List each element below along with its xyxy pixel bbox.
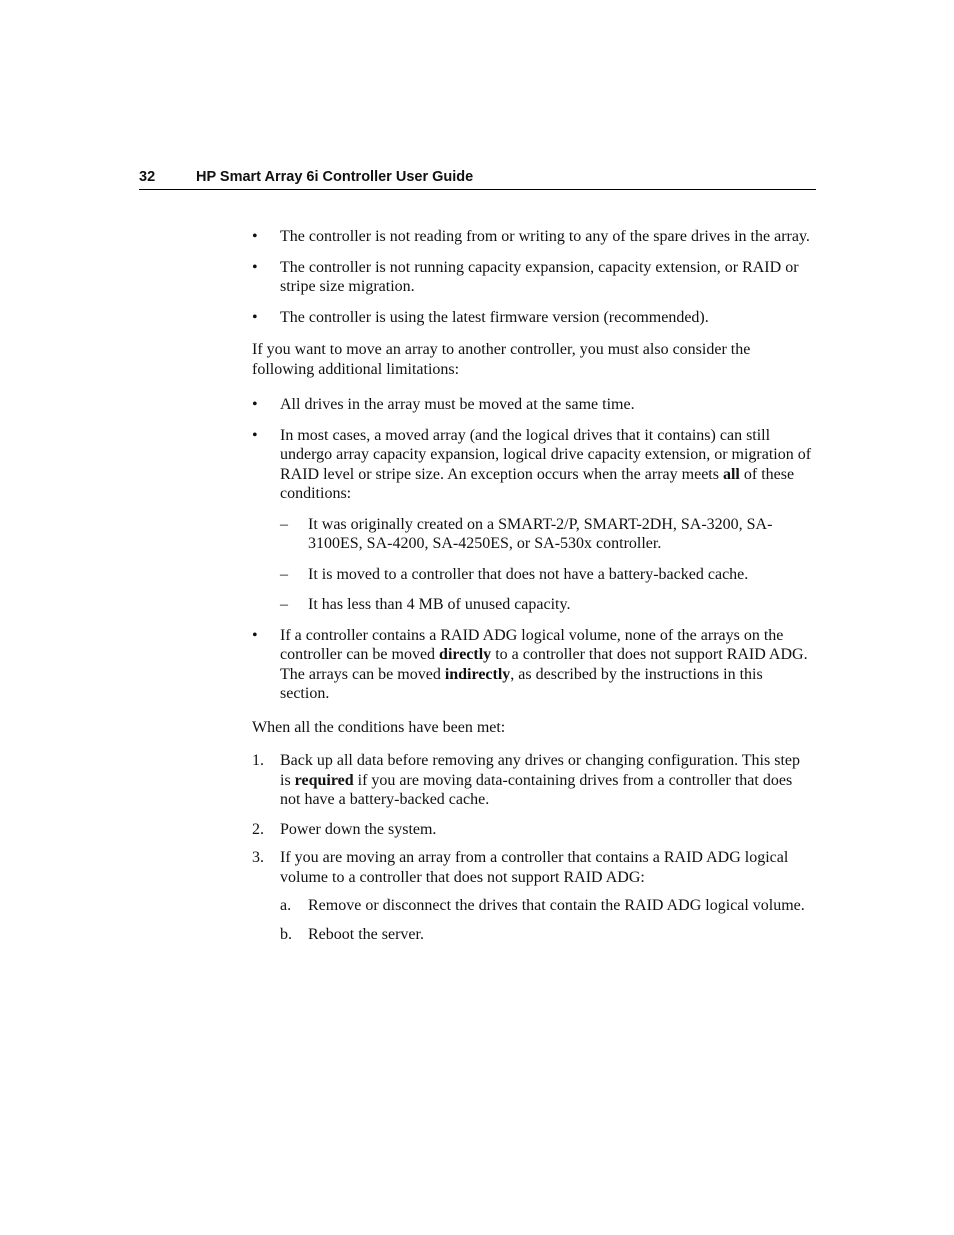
list-item-text: All drives in the array must be moved at the same time.	[280, 396, 635, 413]
dash-marker: –	[280, 515, 288, 533]
document-title: HP Smart Array 6i Controller User Guide	[196, 169, 474, 185]
sub-step-marker: a.	[280, 897, 292, 914]
dash-marker: –	[280, 596, 288, 613]
sub-list-item-text: It is moved to a controller that does not have a battery-backed cache.	[308, 565, 749, 583]
bullet-marker: •	[252, 426, 258, 444]
page-number: 32	[139, 169, 156, 185]
list-item-text: The controller is using the latest firmware version (recommended).	[280, 308, 709, 326]
sub-list-item-text: It has less than 4 MB of unused capacity.	[308, 596, 571, 613]
paragraph: If you want to move an array to another controller, you must also consider the following additional limitations:	[252, 341, 751, 378]
bullet-marker: •	[252, 228, 258, 245]
sub-list-item	[252, 595, 812, 615]
bullet-marker: •	[252, 308, 258, 326]
list-item	[252, 227, 812, 247]
sub-step	[252, 925, 812, 945]
step-number: 2.	[252, 820, 264, 838]
sub-list-item	[252, 565, 812, 585]
list-item	[252, 258, 812, 297]
list-item	[252, 426, 812, 504]
sub-step-text: Reboot the server.	[308, 925, 424, 943]
list-item-text: The controller is not reading from or writing to any of the spare drives in the array.	[280, 228, 810, 245]
list-item-text: In most cases, a moved array (and the logical drives that it contains) can still undergo array capacity expansion, logical drive capacity extension, or migration of RAID level or stripe size. An exception occurs when the array meets all of these conditions:	[280, 426, 812, 502]
sub-step-marker: b.	[280, 925, 292, 943]
list-item	[252, 308, 812, 328]
page-header	[139, 168, 816, 190]
numbered-step	[252, 848, 812, 887]
step-text: Back up all data before removing any drives or changing configuration. This step is required if you are moving data-containing drives from a controller that does not have a battery-backed cache.	[280, 752, 800, 808]
bullet-marker: •	[252, 258, 258, 276]
dash-marker: –	[280, 565, 288, 583]
bullet-marker: •	[252, 396, 258, 413]
list-item	[252, 626, 812, 704]
sub-step	[252, 896, 812, 916]
emphasis: indirectly	[444, 665, 511, 683]
numbered-step	[252, 751, 812, 810]
step-text: Power down the system.	[280, 820, 437, 838]
sub-list-item	[252, 515, 812, 554]
step-text: If you are moving an array from a controller that contains a RAID ADG logical volume to a controller that does not support RAID ADG:	[280, 849, 789, 886]
emphasis: required	[294, 771, 354, 789]
list-item-text: If a controller contains a RAID ADG logical volume, none of the arrays on the controller can be moved directly to a controller that does not support RAID ADG. The arrays can be moved indirectly, as described by the instructions in this section.	[280, 626, 808, 702]
page-body	[252, 227, 812, 955]
list-item-text: The controller is not running capacity expansion, capacity extension, or RAID or stripe size migration.	[280, 258, 799, 295]
step-number: 3.	[252, 849, 264, 866]
step-number: 1.	[252, 752, 264, 769]
emphasis: directly	[439, 646, 492, 663]
list-item	[252, 395, 812, 415]
bullet-marker: •	[252, 626, 258, 644]
emphasis: all	[722, 465, 740, 483]
sub-step-text: Remove or disconnect the drives that contain the RAID ADG logical volume.	[308, 897, 805, 914]
paragraph: When all the conditions have been met:	[252, 718, 506, 736]
sub-list-item-text: It was originally created on a SMART-2/P, SMART-2DH, SA-3200, SA-3100ES, SA-4200, SA-4250ES, or SA-530x controller.	[308, 515, 773, 552]
numbered-step	[252, 820, 812, 840]
